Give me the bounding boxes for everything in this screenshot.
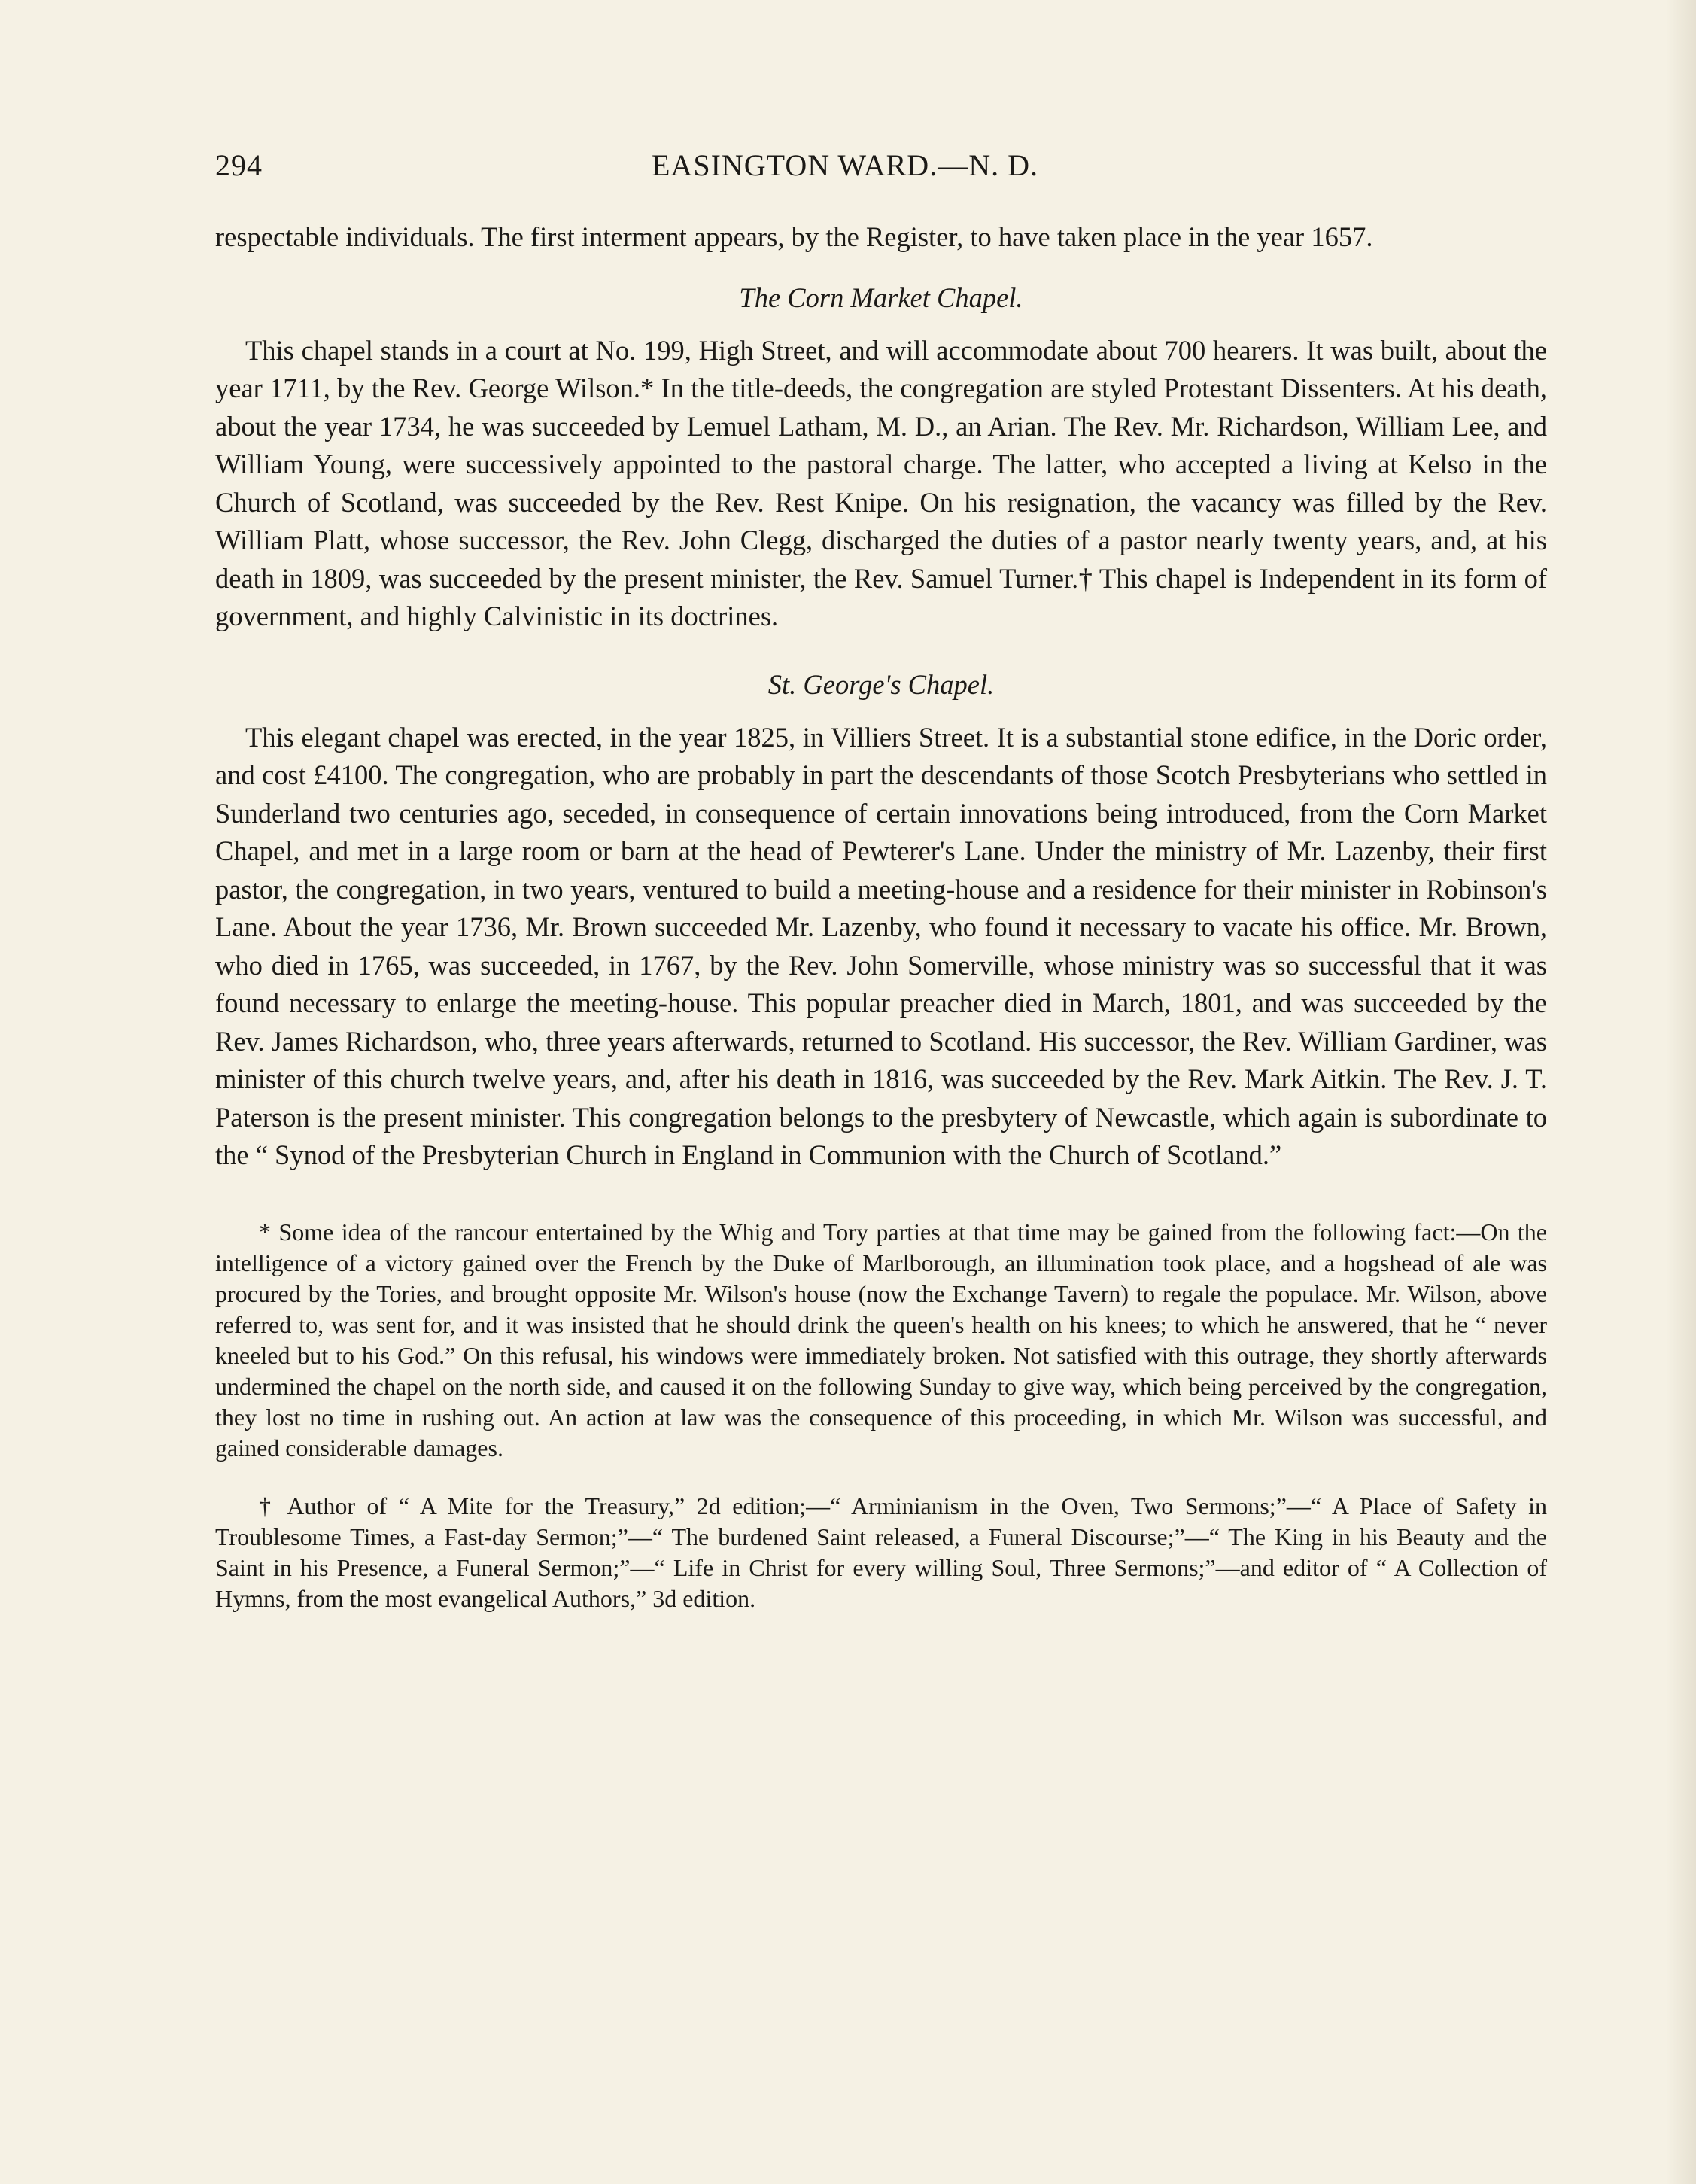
intro-paragraph: respectable individuals. The first interment appears, by the Register, to have taken place in the year 1657. <box>215 221 1373 252</box>
section-heading-st-georges-chapel: St. George's Chapel. <box>767 668 995 700</box>
st-georges-chapel-paragraph: This elegant chapel was erected, in the year 1825, in Villiers Street. It is a substantial stone edifice, in the Doric order, and cost £4100. The congregation, who are probably in part the descendants of those Scotch Presbyterians who settled in Sunderland two centuries ago, seceded, in consequence of certain innovations being introduced, from the Corn Market Chapel, and met in a large room or barn at the head of Pewterer's Lane. Under the ministry of Mr. Lazenby, their first pastor, the congregation, in two years, ventured to build a meeting-house and a residence for their minister in Robinson's Lane. About the year 1736, Mr. Brown succeeded Mr. Lazenby, who found it necessary to vacate his office. Mr. Brown, who died in 1765, was succeeded, in 1767, by the Rev. John Somerville, whose ministry was so successful that it was found necessary to enlarge the meeting-house. This popular preacher died in March, 1801, and was succeeded by the Rev. James Richardson, who, three years afterwards, returned to Scotland. His successor, the Rev. William Gardiner, was minister of this church twelve years, and, after his death in 1816, was succeeded by the Rev. Mark Aitkin. The Rev. J. T. Paterson is the present minister. This congregation belongs to the presbytery of Newcastle, which again is subordinate to the “ Synod of the Presbyterian Church in England in Communion with the Church of Scotland.” <box>215 721 1547 1170</box>
running-title: EASINGTON WARD.—N. D. <box>652 148 1038 182</box>
footnote-text: † Author of “ A Mite for the Treasury,” 2d edition;—“ Arminianism in the Oven, Two Sermons;”—“ A Place of Safety in Troublesome Times, a Fast-day Sermon;”—“ The burdened Saint released, a Funeral Discourse;”—“ The King in his Beauty and the Saint in his Presence, a Funeral Sermon;”—“ Life in Christ for every willing Soul, Three Sermons;”—and editor of “ A Collection of Hymns, from the most evangelical Authors,” 3d edition. <box>215 1492 1547 1612</box>
body-text <box>215 218 1547 1614</box>
corn-market-chapel-paragraph: This chapel stands in a court at No. 199, High Street, and will accommodate about 700 hearers. It was built, about the year 1711, by the Rev. George Wilson.* In the title-deeds, the congregation are styled Protestant Dissenters. At his death, about the year 1734, he was succeeded by Lemuel Latham, M. D., an Arian. The Rev. Mr. Richardson, William Lee, and William Young, were successively appointed to the pastoral charge. The latter, who accepted a living at Kelso in the Church of Scotland, was succeeded by the Rev. Rest Knipe. On his resignation, the vacancy was filled by the Rev. William Platt, whose successor, the Rev. John Clegg, discharged the duties of a pastor nearly twenty years, and, at his death in 1809, was succeeded by the present minister, the Rev. Samuel Turner.† This chapel is Independent in its form of government, and highly Calvinistic in its doctrines. <box>215 334 1547 631</box>
footnote-text: * Some idea of the rancour entertained by the Whig and Tory parties at that time may be gained from the following fact:—On the intelligence of a victory gained over the French by the Duke of Marlborough, an illumination took place, and a hogshead of ale was procured by the Tories, and brought opposite Mr. Wilson's house (now the Exchange Tavern) to regale the populace. Mr. Wilson, above referred to, was sent for, and it was insisted that he should drink the queen's health on his knees; to which he answered, that he “ never kneeled but to his God.” On this refusal, his windows were immediately broken. Not satisfied with this outrage, they shortly afterwards undermined the chapel on the north side, and caused it on the following Sunday to give way, which being perceived by the congregation, they lost no time in rushing out. An action at law was the consequence of this proceeding, in which Mr. Wilson was successful, and gained considerable damages. <box>215 1218 1547 1462</box>
footnotes <box>215 1217 1547 1614</box>
page-number: 294 <box>215 148 263 182</box>
section-heading-corn-market-chapel: The Corn Market Chapel. <box>739 281 1023 313</box>
footnote-dagger <box>215 1491 1547 1614</box>
page-header <box>215 148 1115 187</box>
footnote-asterisk <box>215 1217 1547 1464</box>
page-edge-shadow <box>1666 0 1696 2184</box>
